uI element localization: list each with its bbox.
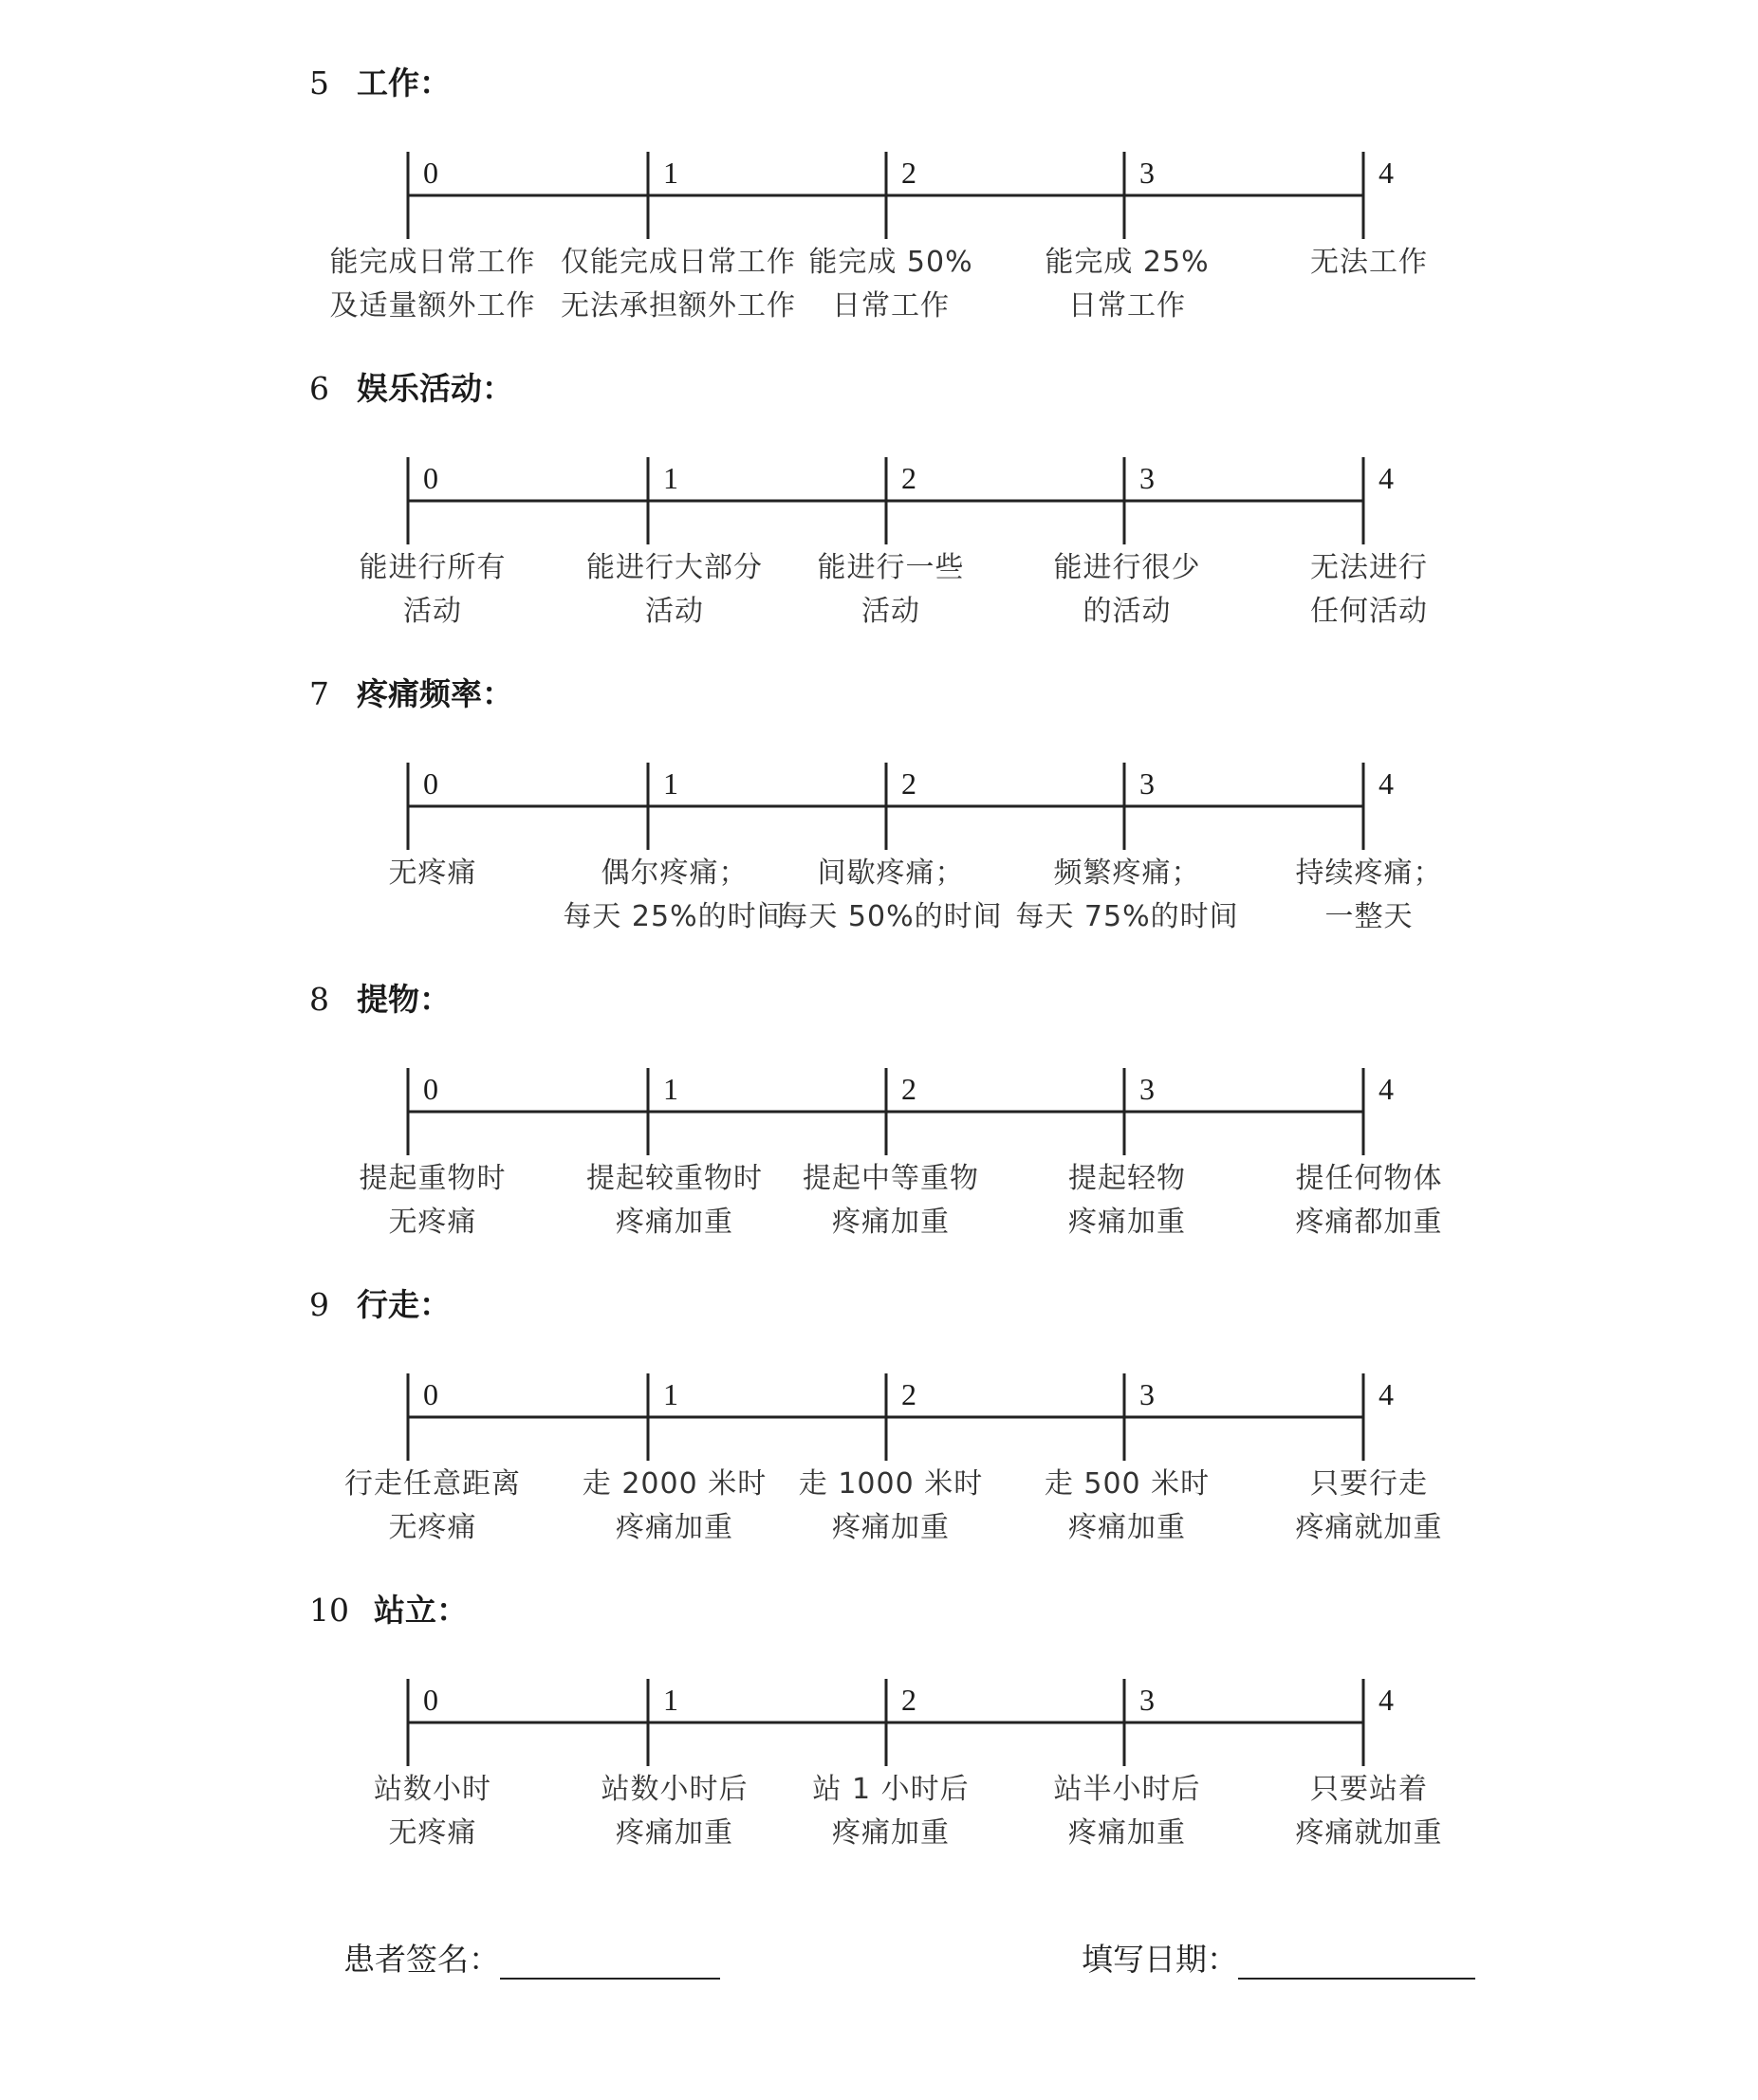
scale-tick-label[interactable]: 4: [1379, 766, 1394, 801]
question-section: [0, 0, 1758, 322]
option-description-line: 疼痛加重: [616, 1816, 733, 1850]
scale-tick-label[interactable]: 1: [663, 766, 678, 801]
question-number: 5: [309, 64, 329, 101]
option-description-line: 只要行走: [1310, 1467, 1428, 1501]
option-description-line: 仅能完成日常工作: [561, 246, 796, 279]
option-description-line: 的活动: [1083, 595, 1172, 628]
option-description-line: 走 1000 米时: [798, 1467, 984, 1501]
option-description-line: 无法承担额外工作: [561, 289, 796, 322]
scale-tick-label[interactable]: 4: [1379, 461, 1394, 495]
option-description: [1255, 241, 1483, 285]
scale-tick-label[interactable]: 0: [423, 1072, 438, 1106]
question-section: [0, 611, 1758, 933]
question-section: [0, 305, 1758, 628]
option-description-line: 疼痛都加重: [1295, 1206, 1443, 1239]
option-description: [777, 1768, 1005, 1855]
date-label: 填写日期：: [1082, 1941, 1238, 1978]
option-description-line: 每天 25%的时间: [563, 900, 786, 933]
option-description-line: 提起重物时: [359, 1162, 507, 1195]
option-description-line: 活动: [645, 595, 704, 628]
option-description-line: 每天 50%的时间: [779, 900, 1003, 933]
scale-tick-label[interactable]: 1: [663, 1072, 678, 1106]
option-description-line: 活动: [861, 595, 920, 628]
scale-tick-label[interactable]: 0: [423, 461, 438, 495]
option-description-line: 持续疼痛；: [1295, 857, 1443, 890]
question-number: 7: [309, 675, 329, 712]
option-description-line: 疼痛加重: [832, 1206, 950, 1239]
option-description-line: 无法工作: [1310, 246, 1428, 279]
signature-field: [343, 1935, 720, 1980]
option-description-line: 活动: [403, 595, 462, 628]
option-description-line: 每天 75%的时间: [1015, 900, 1239, 933]
scale-tick-label[interactable]: 1: [663, 1377, 678, 1411]
signature-label: 患者签名：: [343, 1941, 500, 1978]
option-description-line: 疼痛加重: [1068, 1206, 1186, 1239]
option-description: [1255, 1768, 1483, 1855]
scale-tick-label[interactable]: 0: [423, 1377, 438, 1411]
scale-tick-label[interactable]: 3: [1139, 1377, 1155, 1411]
option-description-line: 及适量额外工作: [329, 289, 536, 322]
scale-tick-label[interactable]: 2: [901, 1377, 916, 1411]
option-description: [561, 1768, 788, 1855]
scale-tick-label[interactable]: 0: [423, 766, 438, 801]
scale-tick-label[interactable]: 3: [1139, 1072, 1155, 1106]
scale-tick-label[interactable]: 4: [1379, 1072, 1394, 1106]
option-description-line: 提起中等重物: [803, 1162, 979, 1195]
option-description-line: 无法进行: [1310, 551, 1428, 584]
scale-tick-label[interactable]: 2: [901, 461, 916, 495]
scale-tick-label[interactable]: 1: [663, 156, 678, 190]
question-section: [0, 1527, 1758, 1850]
scale-tick-label[interactable]: 3: [1139, 156, 1155, 190]
option-description-line: 能完成 50%: [808, 246, 973, 279]
scale-tick-label[interactable]: 3: [1139, 766, 1155, 801]
option-description-line: 能进行一些: [817, 551, 965, 584]
option-description: [319, 852, 546, 895]
scale-tick-label[interactable]: 2: [901, 766, 916, 801]
question-label: 行走：: [357, 1286, 451, 1323]
option-description-line: 能完成 25%: [1045, 246, 1210, 279]
option-description-line: 疼痛加重: [832, 1816, 950, 1850]
question-section: [0, 916, 1758, 1239]
option-description-line: 无疼痛: [388, 857, 477, 890]
option-description-line: 日常工作: [832, 289, 950, 322]
question-number: 9: [309, 1286, 329, 1323]
option-description-line: 能完成日常工作: [329, 246, 536, 279]
option-description-line: 能进行大部分: [586, 551, 763, 584]
scale-tick-label[interactable]: 0: [423, 1683, 438, 1717]
option-description-line: 站数小时后: [601, 1773, 749, 1806]
option-description-line: 疼痛就加重: [1295, 1511, 1443, 1544]
scale-tick-label[interactable]: 2: [901, 1072, 916, 1106]
option-description-line: 疼痛就加重: [1295, 1816, 1443, 1850]
scale-tick-label[interactable]: 4: [1379, 156, 1394, 190]
option-description-line: 疼痛加重: [832, 1511, 950, 1544]
question-label: 疼痛频率：: [357, 675, 513, 712]
option-description-line: 能进行很少: [1053, 551, 1201, 584]
option-description-line: 走 2000 米时: [582, 1467, 768, 1501]
option-description-line: 行走任意距离: [344, 1467, 521, 1501]
question-section: [0, 1222, 1758, 1544]
option-description-line: 站数小时: [374, 1773, 491, 1806]
option-description-line: 无疼痛: [388, 1206, 477, 1239]
scale-tick-label[interactable]: 4: [1379, 1683, 1394, 1717]
scale-tick-label[interactable]: 2: [901, 1683, 916, 1717]
scale-tick-label[interactable]: 1: [663, 461, 678, 495]
question-label: 站立：: [374, 1592, 468, 1629]
option-description-line: 间歇疼痛；: [817, 857, 965, 890]
scale-tick-label[interactable]: 0: [423, 156, 438, 190]
option-description-line: 一整天: [1324, 900, 1414, 933]
question-label: 提物：: [357, 981, 451, 1018]
option-description-line: 偶尔疼痛；: [601, 857, 749, 890]
scale-tick-label[interactable]: 2: [901, 156, 916, 190]
option-description-line: 提起轻物: [1068, 1162, 1186, 1195]
scale-tick-label[interactable]: 4: [1379, 1377, 1394, 1411]
signature-line[interactable]: [500, 1943, 720, 1980]
option-description: [1013, 1768, 1241, 1855]
date-field: [1082, 1935, 1475, 1980]
question-number: 8: [309, 981, 329, 1018]
question-label: 娱乐活动：: [357, 370, 513, 407]
option-description-line: 提起较重物时: [586, 1162, 763, 1195]
option-description-line: 提任何物体: [1295, 1162, 1443, 1195]
question-number: 6: [309, 370, 329, 407]
option-description-line: 走 500 米时: [1044, 1467, 1211, 1501]
option-description-line: 疼痛加重: [1068, 1816, 1186, 1850]
option-description-line: 能进行所有: [359, 551, 507, 584]
option-description-line: 疼痛加重: [616, 1206, 733, 1239]
option-description-line: 站半小时后: [1053, 1773, 1201, 1806]
option-description-line: 无疼痛: [388, 1511, 477, 1544]
scale-tick-label[interactable]: 3: [1139, 461, 1155, 495]
option-description-line: 频繁疼痛；: [1053, 857, 1201, 890]
option-description-line: 日常工作: [1068, 289, 1186, 322]
question-label: 工作：: [357, 64, 451, 101]
scale-tick-label[interactable]: 1: [663, 1683, 678, 1717]
option-description-line: 任何活动: [1310, 595, 1428, 628]
option-description-line: 无疼痛: [388, 1816, 477, 1850]
question-number: 10: [309, 1592, 349, 1629]
date-line[interactable]: [1238, 1943, 1475, 1980]
option-description-line: 站 1 小时后: [812, 1773, 970, 1806]
scale-tick-label[interactable]: 3: [1139, 1683, 1155, 1717]
option-description-line: 疼痛加重: [1068, 1511, 1186, 1544]
option-description-line: 只要站着: [1310, 1773, 1428, 1806]
option-description-line: 疼痛加重: [616, 1511, 733, 1544]
option-description: [319, 1768, 546, 1855]
